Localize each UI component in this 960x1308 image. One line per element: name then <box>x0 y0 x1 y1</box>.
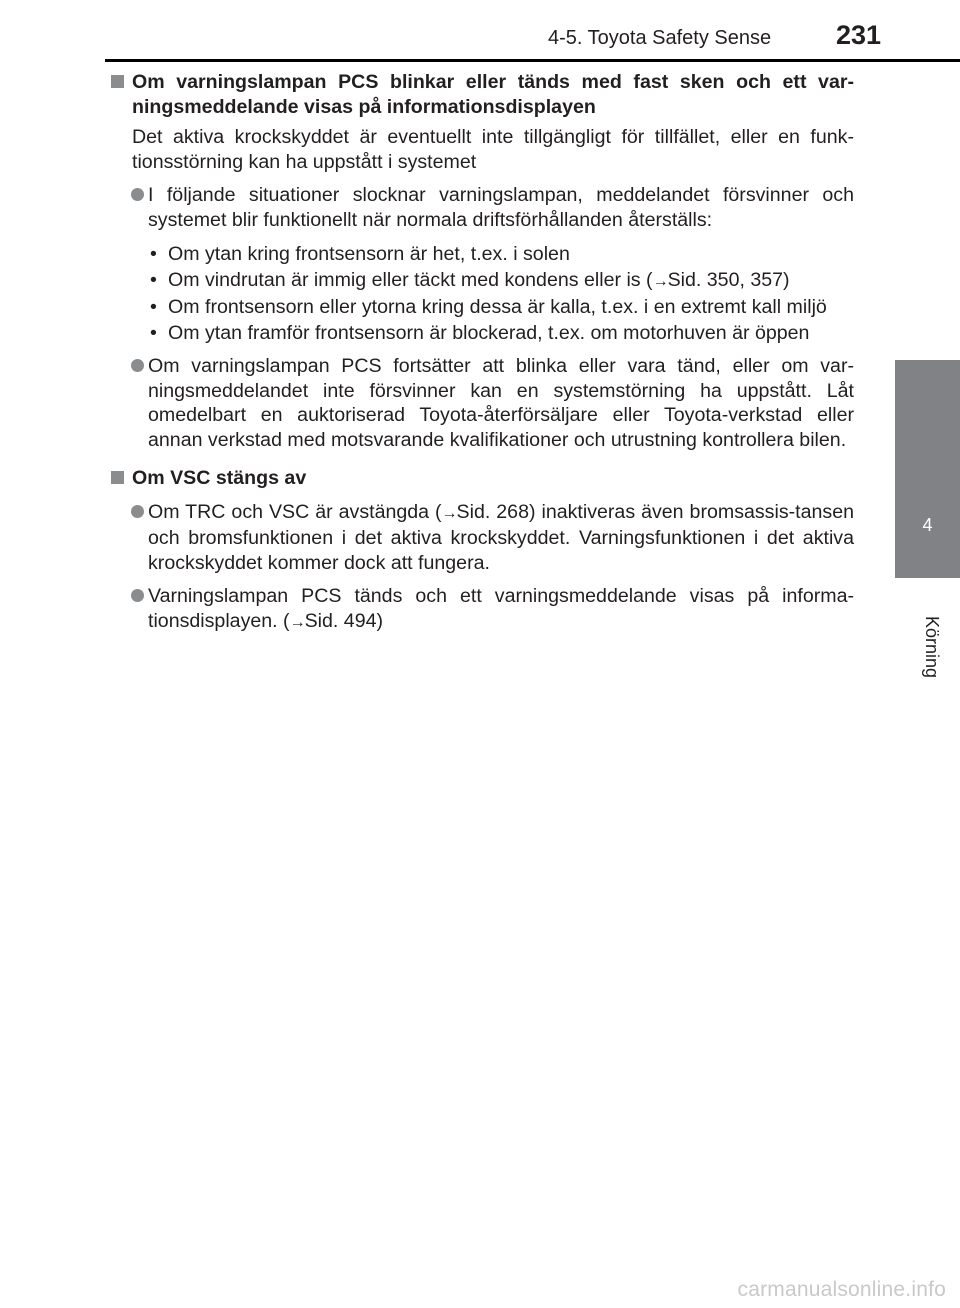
page-number: 231 <box>836 20 882 50</box>
dot-bullet: • <box>150 243 157 265</box>
arrow-icon: → <box>441 504 457 522</box>
chapter-label: Körning <box>922 616 942 679</box>
page-content <box>108 70 854 635</box>
header-rule <box>105 59 960 62</box>
watermark: carmanualsonline.info <box>737 1278 946 1301</box>
sub-list-item-text: Om ytan kring frontsensorn är het, t.ex. i solen <box>168 243 570 265</box>
section-title: 4-5. Toyota Safety Sense <box>548 27 772 49</box>
arrow-icon: → <box>289 613 305 631</box>
paragraph: Det aktiva krockskyddet är eventuellt inte tillgängligt för tillfället, eller en funk-tionsstörning kan ha uppstått i systemet <box>132 126 854 173</box>
dot-bullet: • <box>150 296 157 318</box>
section-heading-vsc <box>108 466 854 491</box>
sub-list-item-text: Om frontsensorn eller ytorna kring dessa är kalla, t.ex. i en extremt kall miljö <box>168 296 827 318</box>
circle-bullet-icon <box>131 359 144 372</box>
list-item-text: I följande situationer slocknar varningslampan, meddelandet försvinner och systemet blir funktionellt när normala driftsförhållanden återställs: <box>148 184 854 231</box>
circle-bullet-icon <box>131 589 144 602</box>
list-item <box>108 183 854 345</box>
page-reference[interactable]: Sid. 268) inaktiveras även bromsassis-tansen och bromsfunktionen i det aktiva krockskyddet. Varningsfunktionen i det aktiva krockskyddet kommer dock att fungera. <box>148 500 854 574</box>
arrow-icon: → <box>652 272 668 290</box>
heading-text: Om VSC stängs av <box>132 467 307 489</box>
page-reference[interactable]: Sid. 350, 357) <box>667 268 790 291</box>
sub-list-item <box>108 321 854 346</box>
sub-list-item <box>108 295 854 320</box>
sub-list <box>108 242 854 345</box>
page-reference[interactable]: Sid. 494) <box>304 609 384 632</box>
dot-bullet: • <box>150 321 157 344</box>
section-heading-pcs <box>108 70 854 119</box>
list-item <box>108 500 854 576</box>
circle-bullet-icon <box>131 188 144 201</box>
sub-list-item-text: Om ytan framför frontsensorn är blockerad, t.ex. om motorhuven är öppen <box>168 321 810 344</box>
circle-bullet-icon <box>131 505 144 518</box>
list-item-text: Varningslampan PCS tänds och ett varningsmeddelande visas på informa-tionsdisplayen. ( <box>148 585 854 632</box>
chapter-number: 4 <box>922 515 933 535</box>
list-item <box>108 354 854 452</box>
sub-list-item <box>108 268 854 295</box>
square-bullet-icon <box>111 471 124 484</box>
square-bullet-icon <box>111 75 124 88</box>
sub-list-item-text: Om vindrutan är immig eller täckt med kondens eller is ( <box>168 268 653 291</box>
list-item <box>108 584 854 635</box>
heading-text: Om varningslampan PCS blinkar eller tänds med fast sken och ett var-ningsmeddelande visas på informationsdisplayen <box>132 71 854 118</box>
chapter-tab <box>895 360 960 578</box>
dot-bullet: • <box>150 268 157 291</box>
sub-list-item <box>108 242 854 267</box>
list-item-text: Om varningslampan PCS fortsätter att blinka eller vara tänd, eller om var-ningsmeddelandet inte försvinner kan en systemstörning ha uppstått. Låt omedelbart en auktoriserad Toyota-återförsäljare eller Toyota-verkstad eller annan verkstad med motsvarande kvalifikationer och utrustning kontrollera bilen. <box>148 355 854 451</box>
list-item-text: Om TRC och VSC är avstängda ( <box>148 500 442 523</box>
